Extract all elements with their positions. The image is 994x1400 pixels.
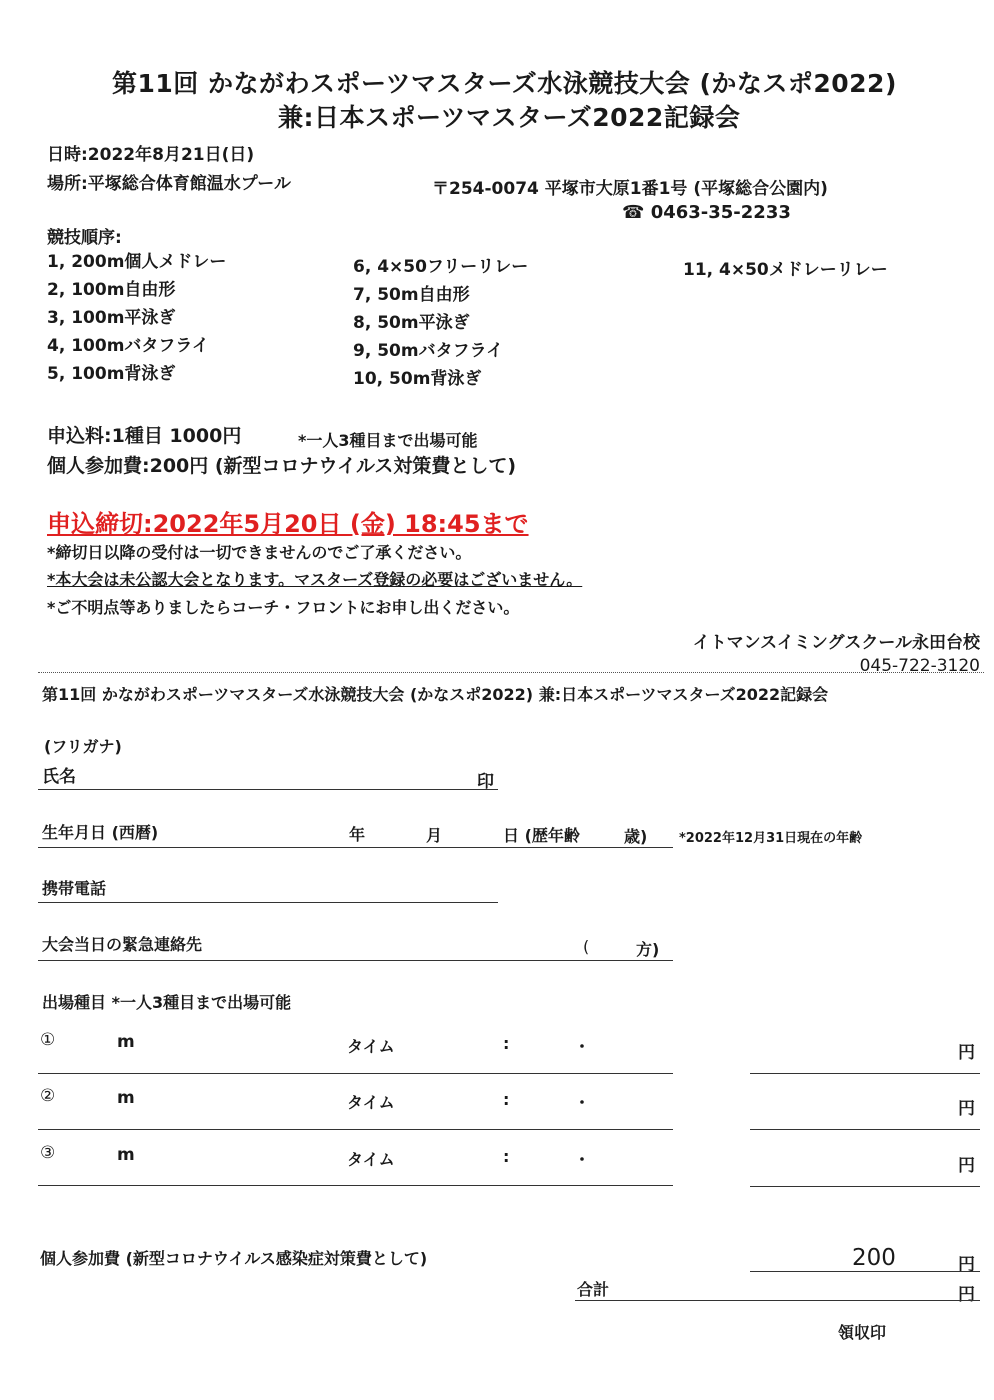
school-name: イトマンスイミングスクール永田台校 — [692, 633, 980, 653]
events-column-3 — [683, 256, 888, 284]
entry-meters: m — [117, 1088, 135, 1108]
event-item: 10, 50m背泳ぎ — [353, 369, 482, 389]
deadline-note-1: *締切日以降の受付は一切できませんのでご了承ください。 — [47, 543, 472, 562]
emergency-label: 大会当日の緊急連絡先 — [42, 935, 203, 954]
event-item: 4, 100mバタフライ — [47, 336, 209, 356]
time-dot: ・ — [574, 1093, 591, 1112]
form-title: 第11回 かながわスポーツマスターズ水泳競技大会 (かなスポ2022) 兼:日本スポーツマスターズ2022記録会 — [42, 685, 829, 704]
mobile-field-line[interactable] — [38, 902, 498, 903]
personal-fee-value: 200 — [852, 1245, 896, 1271]
event-item: 3, 100m平泳ぎ — [47, 308, 176, 328]
emergency-field-line[interactable] — [38, 960, 673, 961]
personal-fee-label: 個人参加費 (新型コロナウイルス感染症対策費として) — [40, 1249, 428, 1268]
entry-yen: 円 — [958, 1099, 975, 1119]
emergency-paren-close: 方) — [636, 940, 660, 959]
deadline-note-2: *本大会は未公認大会となります。マスターズ登録の必要はございません。 — [47, 570, 583, 589]
entry-field-line[interactable] — [38, 1073, 673, 1074]
deadline-note-3: *ご不明点等ありましたらコーチ・フロントにお申し出ください。 — [47, 598, 520, 617]
entry-field-line[interactable] — [38, 1185, 673, 1186]
title-line-1: 第11回 かながわスポーツマスターズ水泳競技大会 (かなスポ2022) — [112, 69, 897, 98]
age-unit: 歳) — [624, 827, 648, 846]
time-colon: : — [503, 1034, 510, 1053]
birth-day-age: 日 (歴年齢 — [503, 826, 580, 845]
name-label: 氏名 — [42, 767, 76, 787]
personal-fee: 個人参加費:200円 (新型コロナウイルス対策費として) — [47, 455, 517, 477]
total-yen: 円 — [958, 1285, 975, 1305]
events-heading: 競技順序: — [47, 228, 122, 248]
entry-time-label: タイム — [347, 1150, 395, 1169]
birth-year: 年 — [349, 825, 366, 844]
event-item: 6, 4×50フリーリレー — [353, 257, 529, 277]
mobile-label: 携帯電話 — [42, 879, 107, 898]
entry-number: ① — [40, 1030, 56, 1050]
furigana-label: (フリガナ) — [44, 737, 122, 756]
time-colon: : — [503, 1147, 510, 1166]
total-label: 合計 — [577, 1280, 610, 1299]
seal-mark: 印 — [477, 772, 494, 792]
event-item: 11, 4×50メドレーリレー — [683, 260, 888, 280]
emergency-paren-open: ( — [583, 937, 590, 956]
event-item: 7, 50m自由形 — [353, 285, 470, 305]
deadline: 申込締切:2022年5月20日 (金) 18:45まで — [47, 510, 529, 538]
name-field-line[interactable] — [38, 789, 498, 790]
entry-fee-line[interactable] — [750, 1129, 980, 1130]
events-column-1 — [47, 248, 226, 388]
event-date: 日時:2022年8月21日(日) — [47, 145, 255, 165]
birth-label: 生年月日 (西暦) — [42, 823, 159, 842]
entry-field-line[interactable] — [38, 1129, 673, 1130]
entry-time-label: タイム — [347, 1093, 395, 1112]
event-item: 5, 100m背泳ぎ — [47, 364, 176, 384]
time-dot: ・ — [574, 1150, 591, 1169]
total-field-line[interactable] — [575, 1300, 980, 1301]
entry-time-label: タイム — [347, 1037, 395, 1056]
entry-number: ② — [40, 1086, 56, 1106]
entry-fee: 申込料:1種目 1000円 — [47, 425, 242, 447]
personal-fee-line — [750, 1271, 980, 1272]
entries-heading: 出場種目 *一人3種目まで出場可能 — [42, 993, 292, 1012]
event-item: 2, 100m自由形 — [47, 280, 176, 300]
receipt-seal-label: 領収印 — [838, 1323, 887, 1342]
entry-number: ③ — [40, 1143, 56, 1163]
time-colon: : — [503, 1090, 510, 1109]
event-item: 1, 200m個人メドレー — [47, 252, 227, 272]
title-line-2: 兼:日本スポーツマスターズ2022記録会 — [278, 103, 741, 132]
age-note: *2022年12月31日現在の年齢 — [679, 831, 863, 846]
school-phone: 045-722-3120 — [859, 656, 980, 676]
venue-phone: ☎ 0463-35-2233 — [622, 202, 791, 223]
event-item: 8, 50m平泳ぎ — [353, 313, 470, 333]
birth-field-line[interactable] — [38, 847, 673, 848]
entry-meters: m — [117, 1032, 135, 1052]
birth-month: 月 — [426, 826, 443, 845]
event-item: 9, 50mバタフライ — [353, 341, 504, 361]
event-venue: 場所:平塚総合体育館温水プール — [47, 174, 291, 194]
entry-limit-note: *一人3種目まで出場可能 — [298, 431, 478, 450]
events-column-2 — [353, 253, 528, 393]
time-dot: ・ — [574, 1037, 591, 1056]
cut-line — [38, 672, 984, 673]
entry-meters: m — [117, 1145, 135, 1165]
entry-yen: 円 — [958, 1156, 975, 1176]
entry-fee-line[interactable] — [750, 1186, 980, 1187]
entry-fee-line[interactable] — [750, 1073, 980, 1074]
entry-yen: 円 — [958, 1043, 975, 1063]
venue-address: 〒254-0074 平塚市大原1番1号 (平塚総合公園内) — [432, 179, 828, 199]
personal-fee-yen: 円 — [958, 1255, 975, 1275]
